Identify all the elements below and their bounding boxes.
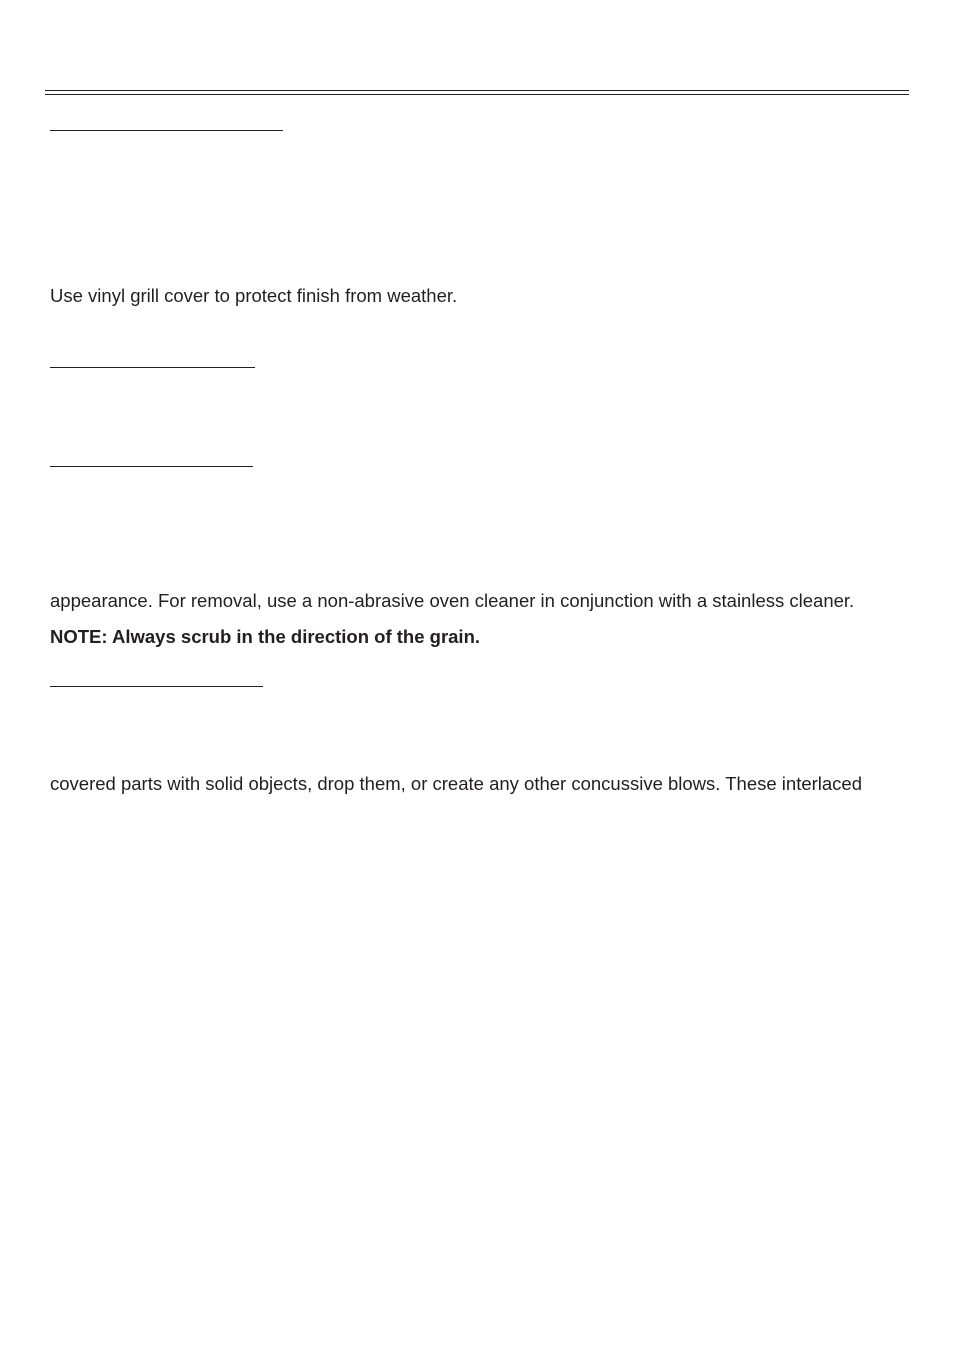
section-heading-underline-2 (50, 367, 255, 368)
grain-note-text: NOTE: Always scrub in the direction of the grain. (50, 626, 481, 647)
section-heading-underline-4 (50, 686, 263, 687)
concussive-note-text: covered parts with solid objects, drop them, or create any other concussive blows. These interlaced (50, 773, 863, 794)
cover-note-text: Use vinyl grill cover to protect finish from weather. (50, 285, 458, 306)
section-heading-underline-3 (50, 466, 253, 467)
section-heading-underline-1 (50, 130, 283, 131)
header-rule-bottom (45, 94, 909, 95)
header-rule-top (45, 90, 909, 91)
removal-note-text: appearance. For removal, use a non-abrasive oven cleaner in conjunction with a stainless cleaner. (50, 590, 855, 611)
